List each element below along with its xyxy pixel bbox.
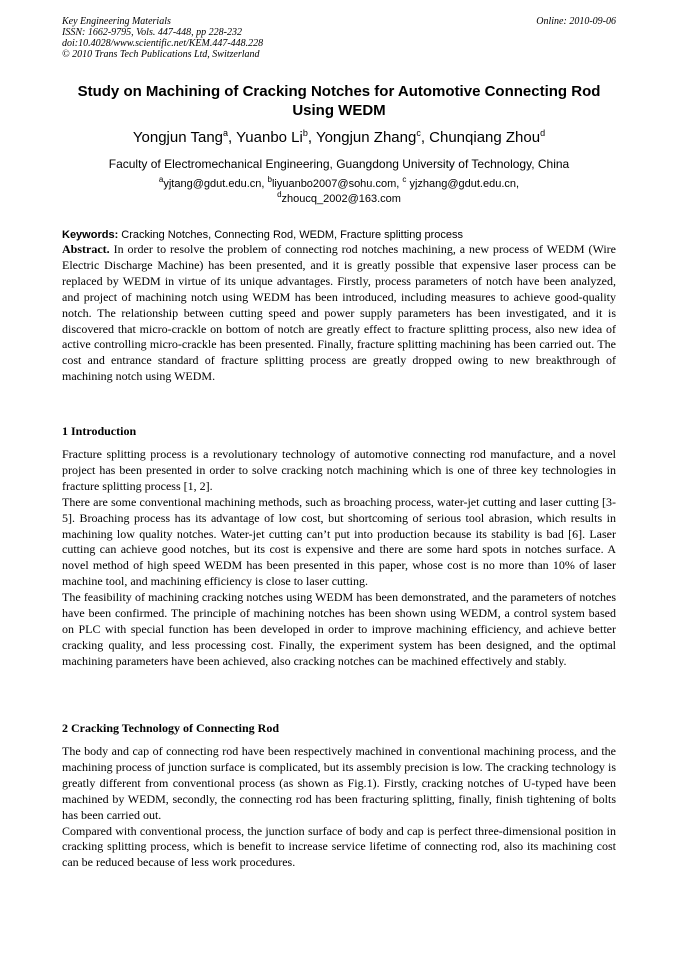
paragraph: The feasibility of machining cracking notches using WEDM has been demonstrated, and the parameters of notches have been confirmed. The principle of machining notches has been shown using WEDM, a control system based on PLC with special function has been developed in order to improve machining efficiency, and achieve better cracking quality, and less processing cost. Finally, the experiment system has been designed, and the optimal machining parameters have been achieved, also cracking notches can be machined effectively and stably. (62, 590, 616, 668)
section-heading-cracking-technology: 2 Cracking Technology of Connecting Rod (62, 721, 280, 735)
doi-line: doi:10.4028/www.scientific.net/KEM.447-448.228 (62, 38, 264, 49)
paper-title: Study on Machining of Cracking Notches for Automotive Connecting Rod Using WEDM (77, 83, 601, 119)
author-name: Yuanbo Li (236, 129, 303, 146)
keywords-text: Cracking Notches, Connecting Rod, WEDM, Fracture splitting process (118, 229, 464, 241)
paragraph: The body and cap of connecting rod have been respectively machined in conventional machining process, and the machining process of junction surface is complicated, but its assembly precision is low. The cracking technology is greatly different from conventional process (as shown as Fig.1). Firstly, cracking notches of U-typed have been machined by WEDM, secondly, the connecting rod has been fracturing splitting, finally, finish tightening of bolts has been carried out. (62, 744, 616, 822)
author-superscript: c (416, 128, 421, 138)
email-address[interactable]: yjzhang@gdut.edu.cn, (406, 178, 520, 190)
author-superscript: d (540, 128, 546, 138)
author-separator: , (307, 129, 316, 146)
email-separator: , (261, 178, 268, 190)
abstract-paragraph (62, 242, 616, 385)
email-superscript: b (267, 175, 272, 184)
email-separator: , (396, 178, 403, 190)
keywords-label: Keywords: (62, 229, 119, 241)
copyright-line: © 2010 Trans Tech Publications Ltd, Switzerland (62, 49, 260, 60)
abstract-text: In order to resolve the problem of connecting rod notches machining, a new process of WEDM (Wire Electric Discharge Machine) has been presented, and it is greatly possible that expensive laser process can be replaced by WEDM in virtue of its unique advantages. Firstly, process parameters of notch have been analyzed, and project of machining notch using WEDM has been introduced, including measures to achieve good-quality notch. The relationship between cutting speed and power supply parameters has been investigated, and it is discovered that micro-crackle on bottom of notch are greatly effect to fracture splitting process, also new idea of active controlling micro-crackle has been presented. Finally, fracture splitting machining has been carried out. The cost and entrance standard of fracture splitting process are greatly dropped owing to new breakthrough of machining notch using WEDM. (62, 242, 616, 384)
author-list (62, 128, 616, 148)
author-separator: , (228, 129, 237, 146)
paragraph: Compared with conventional process, the junction surface of body and cap is perfect three-dimensional position in cracking splitting process, which is benefit to increase service lifetime of connecting rod, also its machining cost can be reduced because of less work procedures. (62, 823, 616, 870)
paragraph: Fracture splitting process is a revolutionary technology of automotive connecting rod manufacture, and a novel project has been presented in order to solve cracking notch machining which is one of three key technologies in fracture splitting process [1, 2]. (62, 447, 616, 493)
abstract (62, 242, 616, 385)
email-superscript: c (402, 175, 407, 184)
abstract-label: Abstract. (62, 242, 110, 256)
email-superscript: a (158, 175, 164, 184)
email-address[interactable]: yjtang@gdut.edu.cn (163, 178, 262, 190)
journal-name: Key Engineering Materials (62, 16, 171, 27)
author-name: Chunqiang Zhou (429, 129, 541, 146)
online-date: Online: 2010-09-06 (536, 16, 616, 27)
section-cracking-technology (62, 744, 616, 871)
email-address[interactable]: liyuanbo2007@sohu.com (271, 178, 397, 190)
email-line-1 (62, 177, 616, 192)
section-introduction (62, 447, 616, 670)
author-name: Yongjun Zhang (315, 129, 417, 146)
author-separator: , (420, 129, 430, 146)
affiliation: Faculty of Electromechanical Engineering, Guangdong University of Technology, China (108, 157, 570, 171)
author-superscript: b (302, 128, 308, 138)
author-superscript: a (223, 128, 229, 138)
section-heading-introduction: 1 Introduction (62, 424, 137, 438)
email-list (62, 177, 616, 207)
email-line-2 (62, 192, 616, 207)
issn-line: ISSN: 1662-9795, Vols. 447-448, pp 228-232 (62, 27, 242, 38)
author-name: Yongjun Tang (132, 129, 224, 146)
email-superscript: d (277, 190, 282, 199)
paragraph: There are some conventional machining methods, such as broaching process, water-jet cutting and laser cutting [3-5]. Broaching process has its advantage of low cost, but shortcoming of serious tool abrasion, which results in machining low quality notches. Water-jet cutting can’t put into production because its stability is bad [6]. Laser cutting can achieve good notches, but its cost is expensive and there are some hard spots in notches surface. A novel method of high speed WEDM has been presented in this paper, whose cost is no more than 10% of laser machine tool, and machining efficiency is close to laser cutting. (62, 494, 616, 589)
publication-header (62, 16, 616, 60)
keywords-line (62, 228, 616, 243)
email-address[interactable]: zhoucq_2002@163.com (281, 193, 401, 205)
